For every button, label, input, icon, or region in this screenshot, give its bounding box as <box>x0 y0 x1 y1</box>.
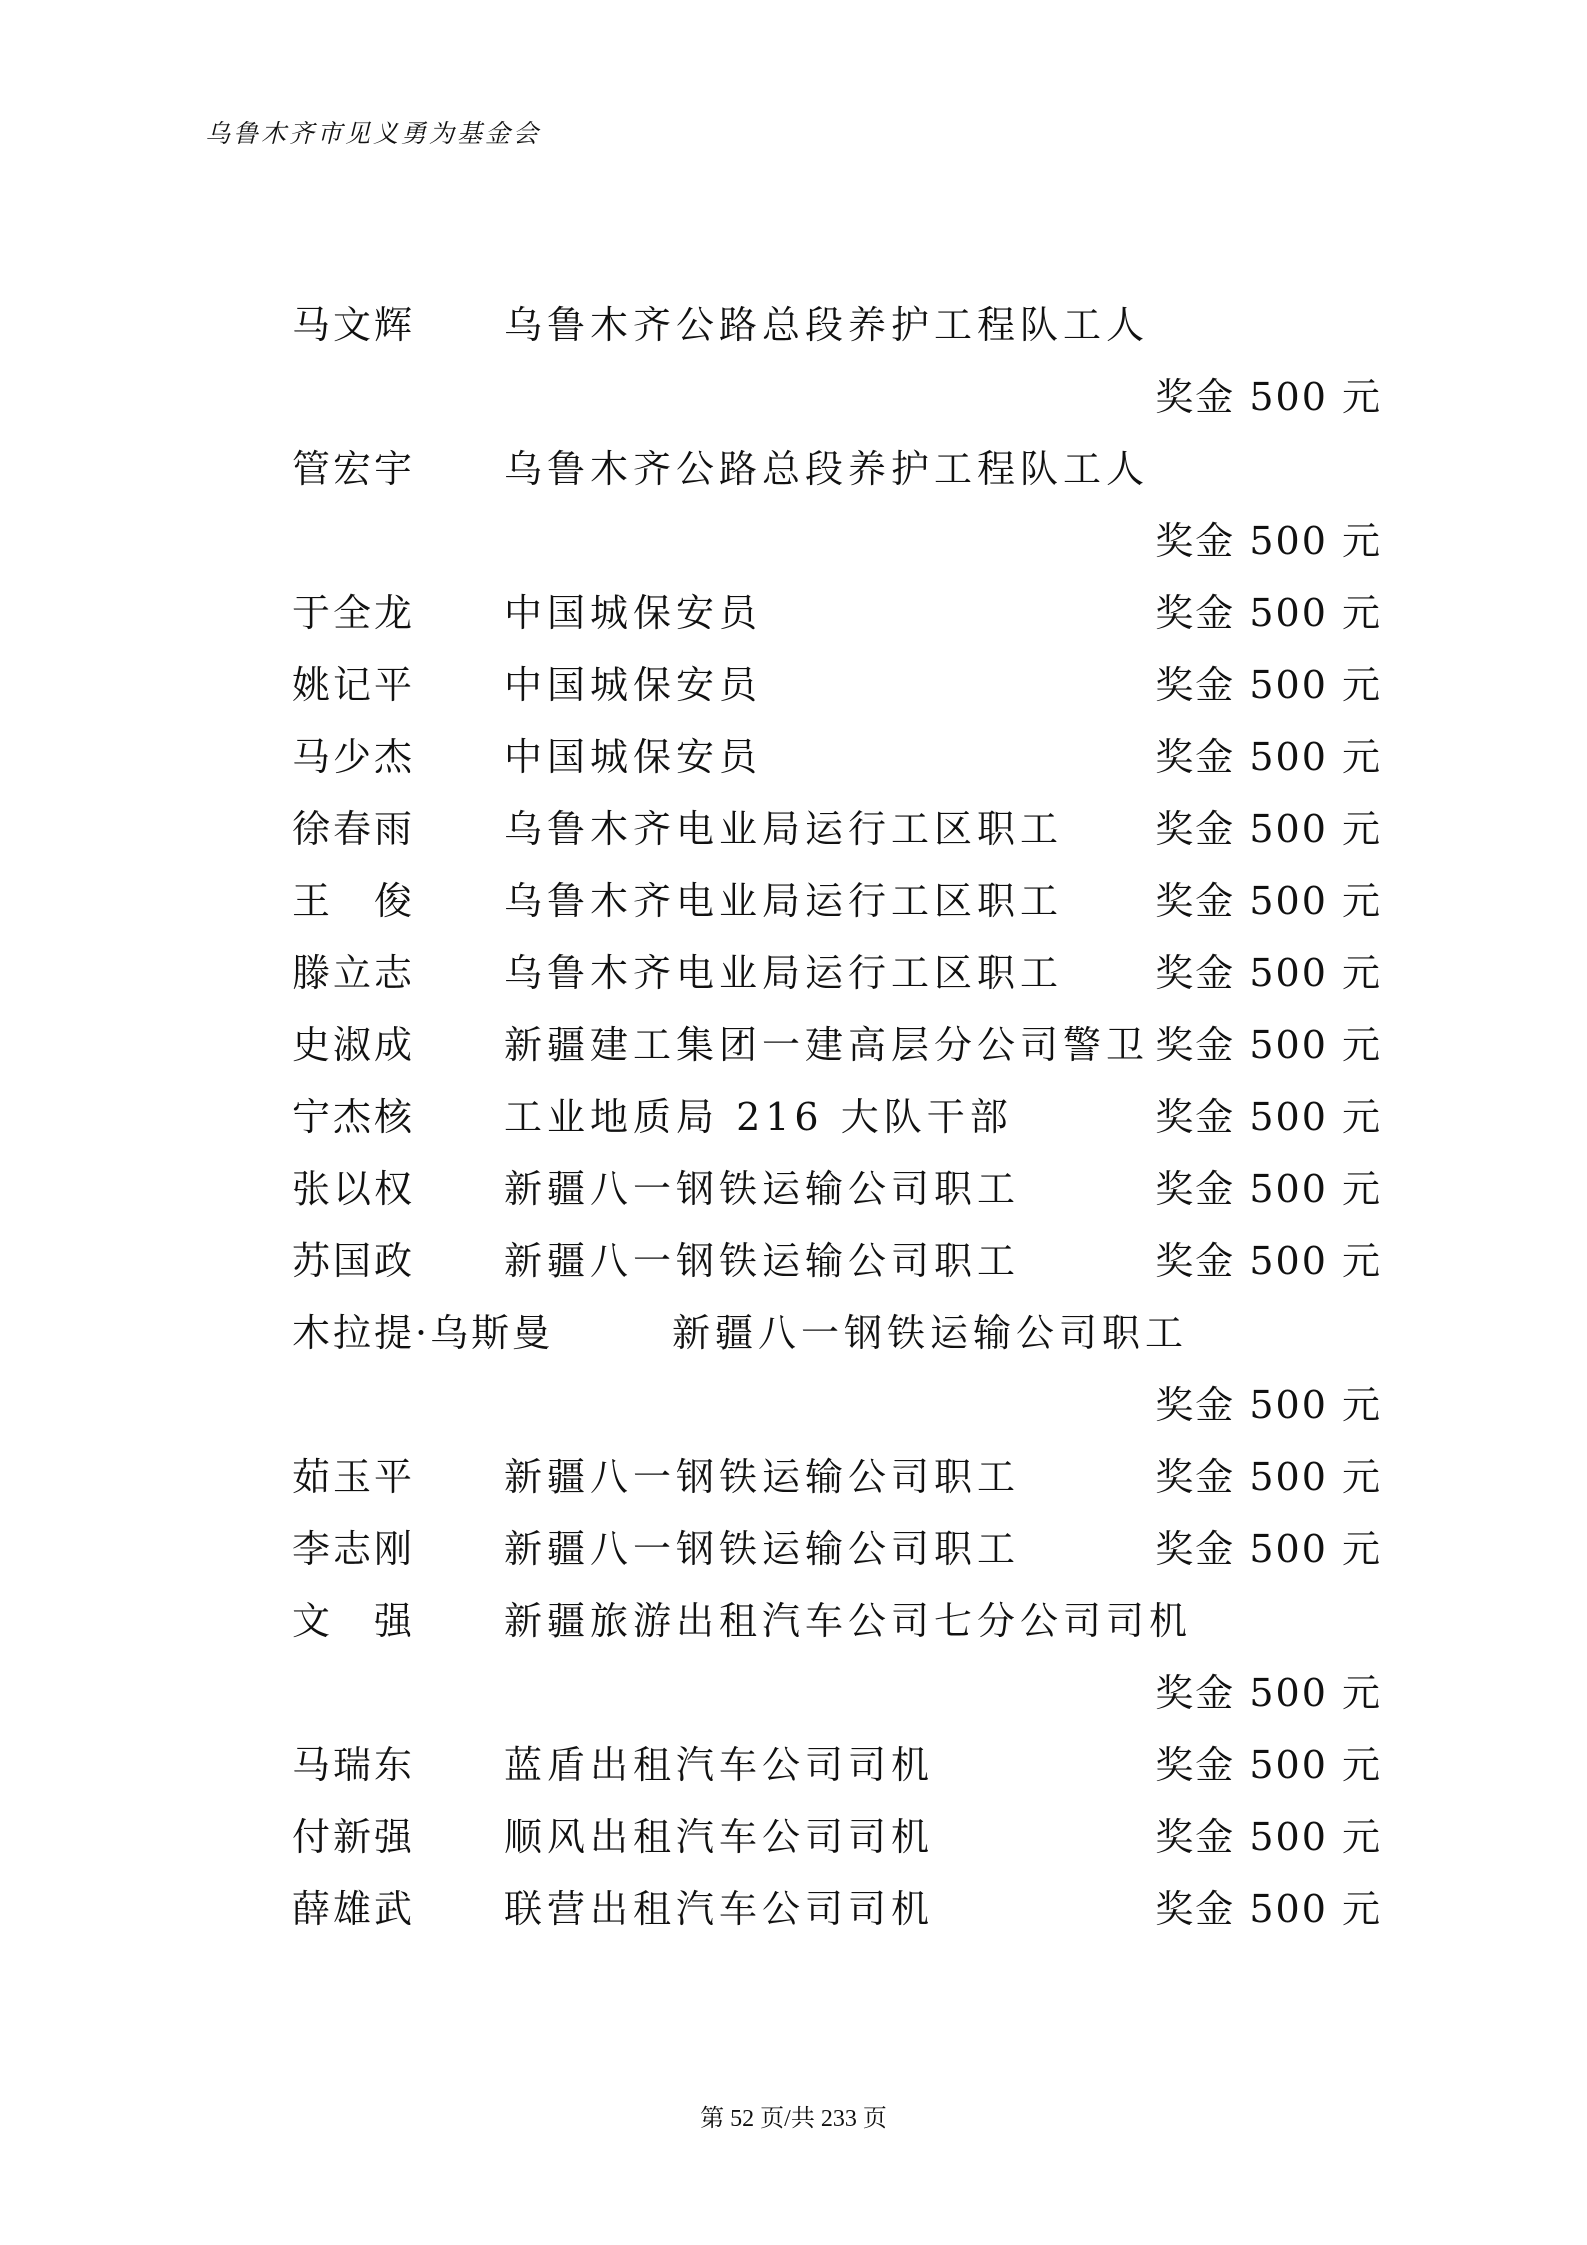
award-continuation-line <box>292 1380 1382 1430</box>
recipient-unit: 工业地质局 216 大队干部 <box>504 1095 1013 1139</box>
recipient-name: 张以权 <box>292 1167 416 1211</box>
recipient-name: 付新强 <box>292 1815 416 1859</box>
recipient-name: 马瑞东 <box>292 1743 416 1787</box>
recipient-unit: 中国城保安员 <box>504 663 763 707</box>
award-amount: 奖金 500 元 <box>1155 807 1382 851</box>
award-amount: 奖金 500 元 <box>1155 951 1382 995</box>
award-amount: 奖金 500 元 <box>1155 1743 1382 1787</box>
award-amount: 奖金 500 元 <box>1155 1815 1382 1859</box>
recipient-name: 马少杰 <box>292 735 416 779</box>
recipient-unit: 乌鲁木齐电业局运行工区职工 <box>504 807 1064 851</box>
recipient-unit: 中国城保安员 <box>504 735 763 779</box>
recipient-entry <box>292 1308 1382 1358</box>
recipient-unit: 新疆八一钢铁运输公司职工 <box>504 1239 1021 1283</box>
award-amount: 奖金 500 元 <box>1155 735 1382 779</box>
recipient-unit: 新疆旅游出租汽车公司七分公司司机 <box>504 1599 1193 1643</box>
award-amount: 奖金 500 元 <box>1155 1671 1382 1715</box>
recipient-name: 史淑成 <box>292 1023 416 1067</box>
recipient-entry <box>292 1740 1382 1790</box>
recipient-unit: 蓝盾出租汽车公司司机 <box>504 1743 935 1787</box>
recipient-name: 徐春雨 <box>292 807 416 851</box>
recipient-unit: 联营出租汽车公司司机 <box>504 1887 935 1931</box>
award-amount: 奖金 500 元 <box>1155 1527 1382 1571</box>
recipient-unit: 新疆八一钢铁运输公司职工 <box>504 1527 1021 1571</box>
recipient-entry <box>292 1020 1382 1070</box>
award-amount: 奖金 500 元 <box>1155 1239 1382 1283</box>
recipient-name: 薛雄武 <box>292 1887 416 1931</box>
recipient-entry <box>292 444 1382 494</box>
recipient-entry <box>292 660 1382 710</box>
recipient-entry <box>292 804 1382 854</box>
award-amount: 奖金 500 元 <box>1155 519 1382 563</box>
award-amount: 奖金 500 元 <box>1155 879 1382 923</box>
recipient-entry <box>292 1452 1382 1502</box>
recipient-name: 滕立志 <box>292 951 416 995</box>
recipient-unit: 新疆八一钢铁运输公司职工 <box>672 1311 1189 1355</box>
recipient-entry <box>292 588 1382 638</box>
award-amount: 奖金 500 元 <box>1155 591 1382 635</box>
recipient-entry <box>292 1236 1382 1286</box>
recipient-name: 李志刚 <box>292 1527 416 1571</box>
recipient-name: 于全龙 <box>292 591 416 635</box>
recipient-entry <box>292 1524 1382 1574</box>
award-amount: 奖金 500 元 <box>1155 1383 1382 1427</box>
recipient-unit: 乌鲁木齐电业局运行工区职工 <box>504 951 1064 995</box>
award-amount: 奖金 500 元 <box>1155 663 1382 707</box>
recipient-unit: 乌鲁木齐公路总段养护工程队工人 <box>504 303 1150 347</box>
recipient-entry <box>292 1092 1382 1142</box>
award-amount: 奖金 500 元 <box>1155 1095 1382 1139</box>
award-amount: 奖金 500 元 <box>1155 1887 1382 1931</box>
recipient-entry <box>292 948 1382 998</box>
recipient-unit: 乌鲁木齐电业局运行工区职工 <box>504 879 1064 923</box>
recipient-name: 苏国政 <box>292 1239 416 1283</box>
award-amount: 奖金 500 元 <box>1155 1023 1382 1067</box>
page-number: 第 52 页/共 233 页 <box>700 2106 887 2132</box>
recipient-unit: 乌鲁木齐公路总段养护工程队工人 <box>504 447 1150 491</box>
recipient-name: 文 强 <box>292 1599 416 1643</box>
recipient-unit: 新疆八一钢铁运输公司职工 <box>504 1167 1021 1211</box>
recipient-unit: 中国城保安员 <box>504 591 763 635</box>
recipient-entry <box>292 1164 1382 1214</box>
recipient-name: 木拉提·乌斯曼 <box>292 1311 554 1355</box>
recipient-entry <box>292 300 1382 350</box>
recipient-name: 王 俊 <box>292 879 416 923</box>
organization-header: 乌鲁木齐市见义勇为基金会 <box>205 119 542 148</box>
award-continuation-line <box>292 1668 1382 1718</box>
recipient-unit: 新疆八一钢铁运输公司职工 <box>504 1455 1021 1499</box>
recipient-unit: 顺风出租汽车公司司机 <box>504 1815 935 1859</box>
recipient-name: 管宏宇 <box>292 447 416 491</box>
award-amount: 奖金 500 元 <box>1155 1167 1382 1211</box>
recipient-entry <box>292 1884 1382 1934</box>
recipient-entry <box>292 876 1382 926</box>
award-continuation-line <box>292 372 1382 422</box>
award-amount: 奖金 500 元 <box>1155 375 1382 419</box>
recipient-name: 茹玉平 <box>292 1455 416 1499</box>
award-amount: 奖金 500 元 <box>1155 1455 1382 1499</box>
award-continuation-line <box>292 516 1382 566</box>
recipient-name: 姚记平 <box>292 663 416 707</box>
recipient-entry <box>292 1812 1382 1862</box>
recipient-entry <box>292 1596 1382 1646</box>
recipient-entry <box>292 732 1382 782</box>
recipient-unit: 新疆建工集团一建高层分公司警卫 <box>504 1023 1150 1067</box>
recipient-name: 宁杰核 <box>292 1095 416 1139</box>
recipient-name: 马文辉 <box>292 303 416 347</box>
